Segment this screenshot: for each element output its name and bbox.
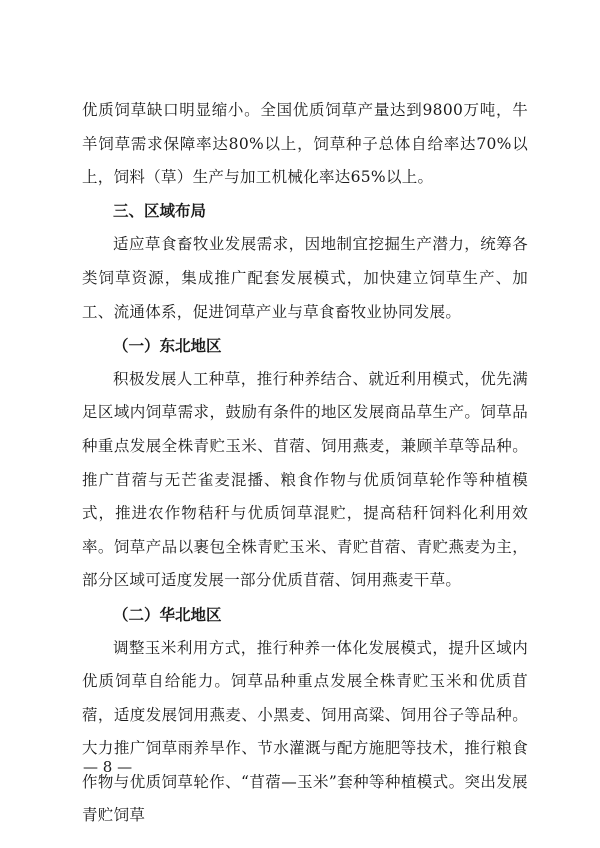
subheading-northeast: （一）东北地区 [113,336,222,356]
paragraph-north-china: 调整玉米利用方式，推行种养一体化发展模式，提升区域内优质饲草自给能力。饲草品种重点发展全株青贮玉米和优质苜蓿，适度发展饲用燕麦、小黑麦、饲用高粱、饲用谷子等品种。大力推广饲草雨养旱作、节水灌溉与配方施肥等技术，推行粮食作物与优质饲草轮作、“苜蓿—玉米”套种等种植模式。突出发展青贮饲草 [82,638,528,825]
page-number: — 8 — [83,758,133,776]
paragraph-regional-intro: 适应草食畜牧业发展需求，因地制宜挖掘生产潜力，统筹各类饲草资源，集成推广配套发展模式，加快建立饲草生产、加工、流通体系，促进饲草产业与草食畜牧业协同发展。 [82,235,528,321]
document-body [82,94,528,833]
paragraph-summary: 优质饲草缺口明显缩小。全国优质饲草产量达到9800万吨，牛羊饲草需求保障率达80%以上，饲草种子总体自给率达70%以上，饲料（草）生产与加工机械化率达65%以上。 [82,101,528,187]
subheading-north-china: （二）华北地区 [113,604,222,624]
paragraph-northeast: 积极发展人工种草，推行种养结合、就近利用模式，优先满足区域内饲草需求，鼓励有条件的地区发展商品草生产。饲草品种重点发展全株青贮玉米、苜蓿、饲用燕麦，兼顾羊草等品种。推广苜蓿与无芒雀麦混播、粮食作物与优质饲草轮作等种植模式，推进农作物秸秆与优质饲草混贮，提高秸秆饲料化利用效率。饲草产品以裹包全株青贮玉米、青贮苜蓿、青贮燕麦为主，部分区域可适度发展一部分优质苜蓿、饲用燕麦干草。 [82,369,528,590]
section-heading-regional-layout: 三、区域布局 [113,201,207,220]
